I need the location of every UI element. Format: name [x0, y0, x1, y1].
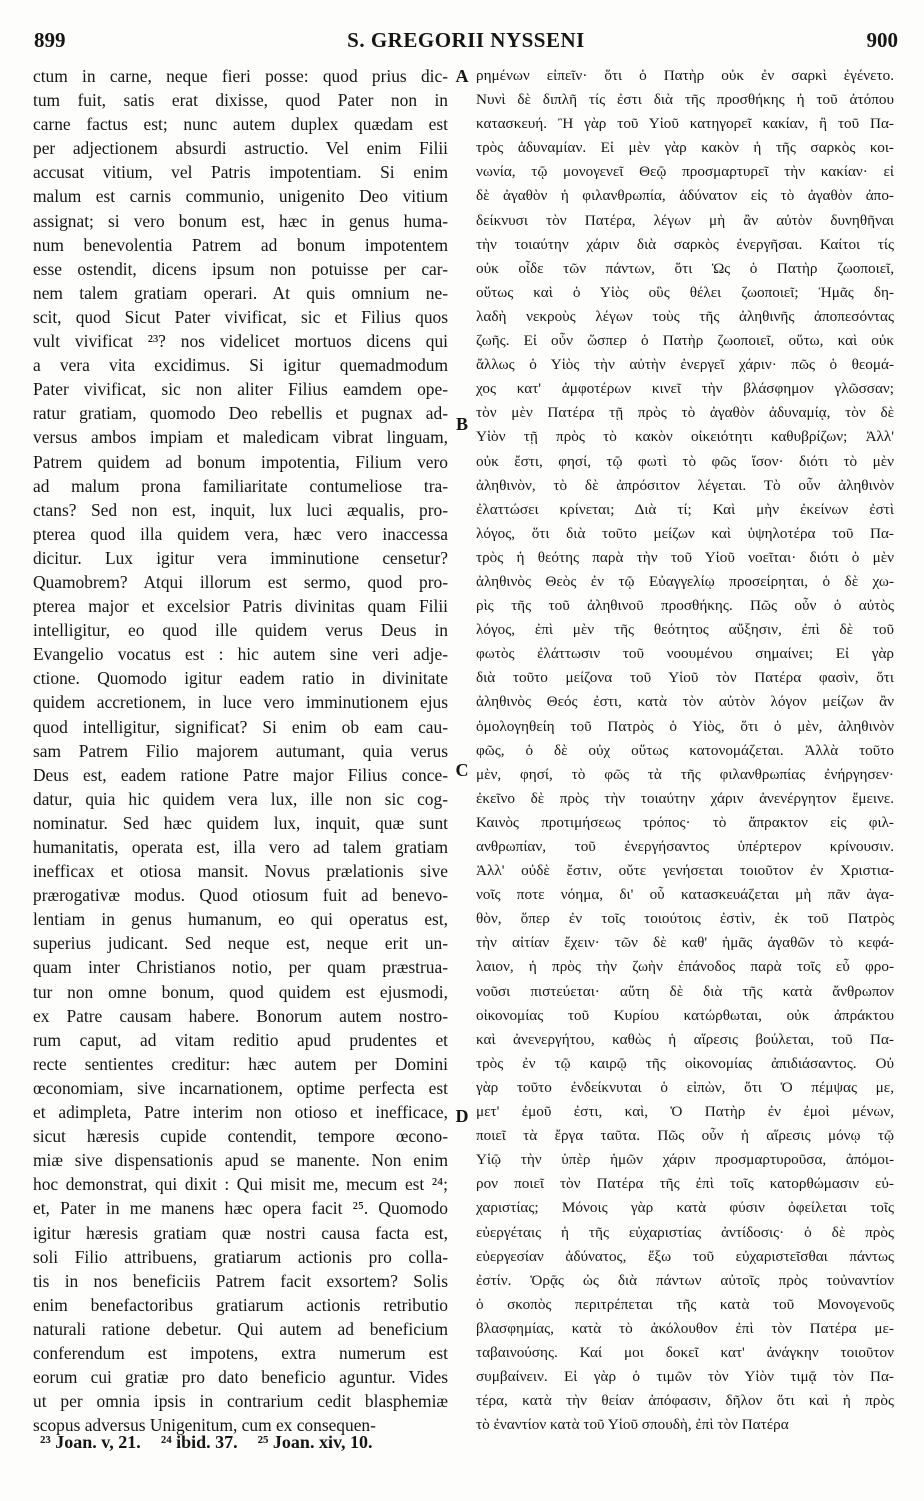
- greek-text-line: Υἱῷ τὴν ὑπὲρ ἡμῶν χάριν προσμαρτυροῦσα, ἀπόμοι-: [476, 1151, 894, 1169]
- greek-text-line: χος κατ' ἀμφοτέρων κινεῖ τὴν βλάσφημον γλῶσσαν;: [476, 380, 894, 398]
- margin-marker-b: B: [455, 414, 468, 434]
- greek-text-line: μετ' ἐμοῦ ἐστι, καὶ, Ὁ Πατὴρ ἐν ἐμοὶ μένων,: [476, 1103, 894, 1121]
- greek-text-line: ἀληθινὸς Θεὸς ἐν τῷ Εὐαγγελίῳ προσείρηται, ὁ δὲ χω-: [476, 572, 894, 590]
- latin-text-line: Quamobrem? Atqui illorum est sermo, quod pro-: [33, 571, 448, 592]
- margin-marker-d: D: [455, 1106, 469, 1126]
- greek-text-line: μὲν, φησί, τὸ φῶς τὰ τῆς φιλανθρωπίας ἐνήργησεν·: [476, 765, 894, 783]
- latin-text-line: quod intelligitur, significat? Si enim ob eam cau-: [33, 716, 448, 737]
- greek-text-line: κατασκευή. Ἢ γὰρ τοῦ Υἱοῦ κατηγορεῖ κακίαν, ἢ τοῦ Πα-: [476, 115, 894, 133]
- greek-text-line: οὐκ ἔστι, φησί, τῷ φωτὶ τὸ φῶς ἴσον· διότι τὸ μὲν: [476, 452, 894, 470]
- latin-text-line: carne factus est; nunc autem duplex quædam est: [33, 114, 448, 135]
- greek-text-line: ὁ σκοπὸς περιτρέπεται τῆς κατὰ τοῦ Μονογενοῦς: [476, 1295, 894, 1313]
- latin-text-line: ctum in carne, neque fieri posse: quod prius dic-: [33, 66, 448, 86]
- greek-text-line: διὰ τοῦτο μείζονα τοῦ Υἱοῦ τὸν Πατέρα φασὶν, ὅτι: [476, 669, 894, 687]
- latin-text-line: pterea quod illa quidem vera, hæc vero inaccessa: [33, 523, 448, 544]
- greek-text-line: Καινὸς προτιμήσεως τρόπος· τὸ ἄπρακτον εἰς φιλ-: [476, 813, 894, 831]
- greek-text-line: νωνία, τῷ μονογενεῖ Θεῷ προσμαρτυρεῖ τὴν κακίαν· εἰ: [476, 163, 894, 181]
- latin-text-line: ratur gratiam, quomodo Deo rebellis et pugnax ad-: [33, 403, 448, 424]
- latin-text-line: ex Patre causam habere. Bonorum autem nostro-: [33, 1005, 448, 1026]
- latin-text-line: Patrem quidem ad bonum impotentia, Filium vero: [33, 451, 448, 472]
- greek-text-line: οὕτως καὶ ὁ Υἱὸς οὓς θέλει ζωοποιεῖ; Ἡμᾶς δη-: [476, 283, 894, 301]
- greek-text-line: θὸν, ὅπερ ἐν τοῖς τοιούτοις ἐστὶν, ἐκ τοῦ Πατρὸς: [476, 910, 894, 928]
- greek-text-line: τρὸς ἀδυναμίαν. Εἰ μὲν γὰρ κακὸν ἡ τῆς σαρκὸς κοι-: [476, 139, 894, 157]
- greek-text-line: τὸν μὲν Πατέρα τῇ πρὸς τὸ ἀγαθὸν ἀδυναμίᾳ, τὸν δὲ: [476, 404, 894, 422]
- greek-text-line: συμβαίνειν. Εἰ γὰρ ὁ τιμῶν τὸν Υἱὸν τιμᾷ τὸν Πα-: [476, 1368, 894, 1386]
- greek-text-line: Νυνὶ δὲ διπλῆ τίς ἐστι διὰ τῆς προσθήκης ἡ τοῦ ἀτόπου: [476, 91, 894, 109]
- greek-text-line: οὐκ οἶδε τῶν πάντων, ὅτι Ὡς ὁ Πατὴρ ζωοποιεῖ,: [476, 259, 894, 277]
- latin-text-line: quidem accretionem, in luce vero imminutionem ejus: [33, 692, 448, 713]
- greek-text-line: γὰρ τοῦτο ἐνδείκνυται ὁ εἰπὼν, ὅτι Ὁ πέμψας με,: [476, 1078, 894, 1096]
- latin-text-line: ut per omnia ipsis in contrarium cedit blasphemiæ: [33, 1391, 448, 1412]
- greek-text-line: λόγος, ὅτι διὰ τοῦτο μείζων καὶ ὑψηλοτέρα τοῦ Πα-: [476, 524, 894, 542]
- running-header: [34, 28, 898, 60]
- greek-text-line: εὐεργέταις ἡ τῆς εὐχαριστίας ἀντίδοσις· ὁ δὲ πρὸς: [476, 1223, 894, 1241]
- latin-text-line: tur non omne bonum, quod quidem est ejusmodi,: [33, 981, 448, 1002]
- greek-text-line: τὸ ἐναντίον κατὰ τοῦ Υἱοῦ σπουδὴ, ἐπὶ τὸν Πατέρα: [476, 1416, 789, 1434]
- greek-text-line: ρημένων εἰπεῖν· ὅτι ὁ Πατὴρ οὐκ ἐν σαρκὶ ἐγένετο.: [476, 67, 894, 84]
- latin-text-line: num benevolentia Patrem ad bonum impotentem: [33, 234, 448, 255]
- greek-text-line: ὁμολογηθείη τοῦ Πατρὸς ὁ Υἱὸς, ὅτι ὁ μὲν, ἀληθινὸν: [476, 717, 894, 735]
- greek-text-line: λόγος, ἐπὶ μὲν τῆς θεότητος αὔξησιν, ἐπὶ δὲ τοῦ: [476, 621, 894, 639]
- greek-text-line: χαριστίας; Μόνοις γὰρ κατὰ φύσιν ὀφείλεται τοῖς: [476, 1199, 894, 1217]
- greek-text-line: ζωῆς. Εἰ οὖν ὥσπερ ὁ Πατὴρ ζωοποιεῖ, οὕτω, καὶ οὐκ: [476, 332, 894, 350]
- latin-text-line: esse ostendit, dicens ipsum non potuisse per car-: [33, 258, 448, 279]
- greek-text-line: ἀληθινὸς Θεός ἐστι, κατὰ τὸν αὐτὸν λόγον μείζων ἂν: [476, 693, 894, 711]
- greek-text-line: λαδὴ νεκροὺς λέγων τοὺς τῆς ἀληθινῆς ἀποπεσόντας: [476, 307, 894, 325]
- latin-text-line: quam inter Christianos notio, per quam præstrua-: [33, 957, 448, 978]
- greek-text-line: ἀληθινὸν, τὸ δὲ ἀπρόσιτον λέγεται. Τὸ οὖν ἀληθινὸν: [476, 476, 894, 494]
- greek-text-line: ποιεῖ τὰ ἔργα ταῦτα. Πῶς οὖν ἡ αἵρεσις μόνῳ τῷ: [476, 1127, 894, 1145]
- latin-text-line: et adimpleta, Patre interim non otioso et inefficace,: [33, 1102, 448, 1123]
- latin-text-line: a vera vita excidimus. Si igitur quemadmodum: [33, 355, 448, 376]
- greek-text-line: τρὸς ἡ θεότης παρὰ τὴν τοῦ Υἱοῦ νοεῖται· διότι ὁ μὲν: [476, 548, 894, 566]
- latin-text-line: malum est carnis communio, unigenito Deo vitium: [33, 186, 448, 207]
- greek-text-line: ταβαινούσης. Καί μοι δοκεῖ κατ' ἀνάγκην τοιοῦτον: [476, 1343, 894, 1361]
- latin-text-line: superius judicant. Sed neque est, neque erit un-: [33, 933, 448, 954]
- latin-text-line: datur, quia hic quidem vera lux, ille non sic cog-: [33, 788, 448, 809]
- greek-text-line: νοῖς ποτε νόημα, δι' οὗ κατασκευάζεται μὴ πᾶν ἀγα-: [476, 886, 894, 904]
- latin-text-line: Deus est, eadem ratione Patre major Filius conce-: [33, 764, 448, 785]
- left-page-number: 899: [34, 28, 66, 52]
- latin-text-line: dicitur. Lux igitur vera imminutione censetur?: [33, 547, 448, 568]
- latin-text-line: ctione. Quomodo igitur eadem ratio in divinitate: [33, 668, 448, 689]
- latin-text-line: inefficax et otiosa mansit. Novus prælationis sive: [33, 861, 448, 882]
- latin-text-line: ctans? Sed non est, inquit, lux luci æqualis, pro-: [33, 499, 448, 520]
- greek-text-line: τὴν τοιαύτην χάριν διὰ σαρκὸς ἐνεργῆσαι. Καίτοι τίς: [476, 235, 894, 253]
- greek-text-line: τέρα, κατὰ τὴν θείαν ἀπόφασιν, δῆλον ὅτι καὶ ἡ πρὸς: [476, 1392, 894, 1410]
- latin-text-line: recte sentientes creditur: hæc autem per Domini: [33, 1053, 448, 1074]
- greek-text-line: ρὶς τῆς τοῦ ἀληθινοῦ προσθήκης. Πῶς οὖν ὁ αὐτὸς: [476, 597, 894, 615]
- latin-text-line: assignat; si vero bonum est, hæc in genus huma-: [33, 210, 448, 231]
- greek-text-line: εὐεργεσίαν ἀδύνατος, ἔξω τοῦ εὐχαριστεῖσθαι πάντως: [476, 1247, 894, 1265]
- latin-text-line: versus ambos impiam et maledicam vibrat linguam,: [33, 427, 448, 448]
- latin-text-line: nem talem gratiam operari. At quis omnium ne-: [33, 282, 448, 303]
- latin-column: [33, 64, 448, 1437]
- greek-text-line: ἐκεῖνο δὲ πρὸς τὴν τοιαύτην χάριν ἀνενέργητον ἔμεινε.: [476, 789, 894, 807]
- latin-text-line: conferendum est impotens, extra numerum est: [33, 1342, 448, 1363]
- greek-text-line: τρὸς ἐν τῷ καιρῷ τῆς οἰκονομίας ἀπιδιάσαντος. Οὐ: [476, 1054, 894, 1072]
- greek-text-line: ἐλαττώσει κρίνεται; Διὰ τί; Καὶ μὴν ἐκείνων ἐστὶ: [476, 500, 894, 518]
- latin-text-line: igitur hæresis gratiam quæ nostri causa facta est,: [33, 1222, 448, 1243]
- greek-text-line: οἰκονομίας τοῦ Κυρίου κατώρθωται, οὐκ ἀπράκτου: [476, 1006, 894, 1024]
- greek-text-line: Ἀλλ' οὐδὲ ἔστιν, οὔτε γενήσεται τοιοῦτον ἐν Χριστια-: [476, 862, 894, 880]
- margin-marker-a: A: [455, 66, 469, 86]
- latin-text-line: prærogativæ modus. Quod otiosum fuit ad benevo-: [33, 885, 448, 906]
- latin-text-line: soli Filio attribuens, gratiarum actionis pro colla-: [33, 1246, 448, 1267]
- latin-text-line: eorum cui gratiæ pro dato beneficio aguntur. Vides: [33, 1367, 448, 1388]
- greek-text-line: ανθρωπίαν, τοῦ ἐνεργήσαντος ὑπέρτερον κρίνουσιν.: [476, 838, 894, 855]
- latin-text-line: naturali ratione debetur. Qui autem ad beneficium: [33, 1318, 448, 1339]
- latin-text-line: Pater vivificat, sic non aliter Filius eamdem ope-: [33, 379, 448, 400]
- margin-marker-c: C: [455, 760, 469, 780]
- latin-text-line: miæ sive dispensationis apud se manente. Non enim: [33, 1150, 448, 1171]
- footnote-23: ²³ Joan. v, 21.: [40, 1432, 141, 1452]
- latin-text-line: sicut hæresis cupide contendit, tempore œcono-: [33, 1126, 448, 1147]
- latin-text-line: nominatur. Sed hæc quidem lux, inquit, quæ sunt: [33, 812, 448, 833]
- greek-text-line: Υἱὸν τῇ πρὸς τὸ κακὸν οἰκειότητι καθυβρίζων; Ἀλλ': [476, 428, 894, 446]
- latin-text-line: sam Patrem Filio majorem autumant, quia verus: [33, 740, 448, 761]
- latin-text-line: humanitatis, operata est, illa vero ad talem gratiam: [33, 837, 448, 857]
- latin-text-line: vult vivificat ²³? nos videlicet mortuos dicens qui: [33, 331, 448, 352]
- latin-text-line: et, Pater in me manens hæc opera facit ²⁵. Quomodo: [33, 1198, 448, 1219]
- greek-text-line: νοῦσι πιστεύεται· αὕτη δὲ διὰ τῆς κατὰ ἄνθρωπον: [476, 982, 894, 1000]
- latin-text-line: tum fuit, satis erat dixisse, quod Pater non in: [33, 90, 448, 111]
- greek-text-line: δὲ ἀγαθὸν ἡ φιλανθρωπία, ἀδύνατον εἰς τὸ ἀγαθὸν ἀπο-: [476, 187, 894, 205]
- latin-text-line: œconomiam, sive incarnationem, optime perfecta est: [33, 1077, 448, 1098]
- greek-text-line: βλασφημίας, κατὰ τὸ ἀκόλουθον ἐπὶ τὸν Πατέρα με-: [476, 1319, 894, 1337]
- greek-text-line: ρον ποιεῖ τὸν Πατέρα τῆς ἐπὶ τοῖς κατορθώμασιν εὐ-: [476, 1175, 894, 1193]
- latin-text-line: intelligitur, eo quod ille quidem verus Deus in: [33, 620, 448, 641]
- latin-text-line: pterea major et excelsior Patris divinitas quam Filii: [33, 596, 448, 617]
- footnote-25: ²⁵ Joan. xiv, 10.: [257, 1432, 373, 1452]
- latin-text-line: tis in nos beneficiis Patrem facit exsortem? Solis: [33, 1270, 448, 1291]
- greek-text-line: δείκνυσι τὸν Πατέρα, λέγων μὴ ἂν αὐτὸν δυνηθῆναι: [476, 211, 894, 229]
- latin-text-line: lentiam in genus humanum, eo qui operatus est,: [33, 909, 448, 930]
- latin-text-line: scit, quod Sicut Pater vivificat, sic et Filius quos: [33, 306, 448, 327]
- latin-text-line: Evangelio vocatus est : hic autem sine veri adje-: [33, 644, 448, 665]
- greek-text-line: φωτὸς ἐλάττωσιν τοῦ νοουμένου σημαίνει; Εἰ γὰρ: [476, 645, 894, 663]
- greek-text-line: φῶς, ὁ δὲ οὐχ οὕτως κατονομάζεται. Ἀλλὰ τοῦτο: [476, 741, 894, 759]
- greek-text-line: λαιον, ἡ πρὸς τὴν ζωὴν ἐπάνοδος παρὰ τοῖς εὖ φρο-: [476, 958, 894, 976]
- latin-text-line: rum caput, ad vitam reditio apud prudentes et: [33, 1029, 448, 1050]
- latin-text-line: accusat vitium, vel Patris impotentiam. Si enim: [33, 162, 448, 183]
- latin-text-line: hoc demonstrat, qui dixit : Qui misit me, mecum est ²⁴;: [33, 1174, 448, 1195]
- running-title: S. GREGORII NYSSENI: [347, 28, 585, 52]
- right-page-number: 900: [866, 28, 898, 52]
- footnotes: [40, 1432, 450, 1453]
- greek-text-line: τὴν αἰτίαν ἔχειν· τῶν δὲ καθ' ἡμᾶς ἀγαθῶν τὸ κεφά-: [476, 934, 894, 952]
- latin-text-line: scopus adversus Unigenitum, cum ex consequen-: [33, 1415, 376, 1436]
- greek-text-line: ἄλλως ὁ Υἱὸς τὴν αὐτὴν ἐνεργεῖ χάριν· πῶς ὁ θεομά-: [476, 356, 894, 374]
- latin-text-line: ad malum prona familiaritate contumeliose tra-: [33, 475, 448, 496]
- latin-text-line: per adjectionem absurdi astructio. Vel enim Filii: [33, 138, 448, 159]
- greek-text-line: ἐστίν. Ὁρᾷς ὡς διὰ πάντων αὐτοῖς πρὸς τοὐναντίον: [476, 1271, 894, 1289]
- greek-text-line: καὶ ἀνενεργήτου, καθὼς ἡ αἵρεσις βούλεται, τοῦ Πα-: [476, 1030, 894, 1048]
- greek-column: [476, 64, 894, 1437]
- latin-text-line: enim benefactoribus gratiarum actionis retributio: [33, 1294, 448, 1315]
- footnote-24: ²⁴ ibid. 37.: [160, 1432, 238, 1452]
